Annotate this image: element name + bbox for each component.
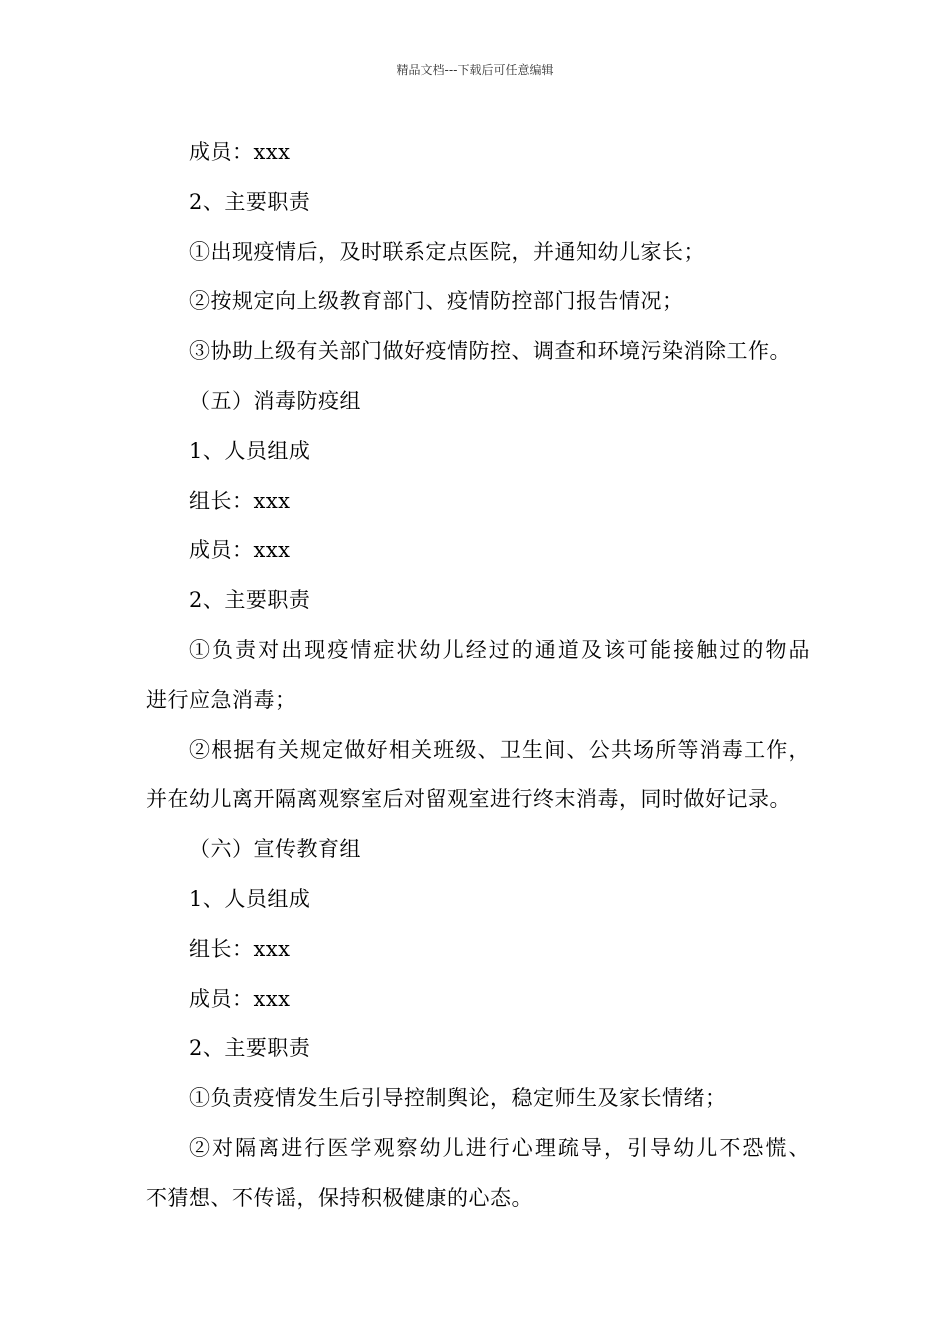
paragraph-line: 并在幼儿离开隔离观察室后对留观室进行终末消毒，同时做好记录。: [146, 787, 791, 812]
paragraph-line: ①负责疫情发生后引导控制舆论，稳定师生及家长情绪；: [189, 1086, 727, 1111]
section-heading: 1、人员组成: [189, 886, 311, 911]
paragraph-line: ③协助上级有关部门做好疫情防控、调查和环境污染消除工作。: [189, 339, 791, 364]
section-heading: 2、主要职责: [189, 1036, 311, 1061]
paragraph-line: 成员：xxx: [189, 140, 291, 164]
paragraph-line: 成员：xxx: [189, 986, 291, 1011]
paragraph-line: ②对隔离进行医学观察幼儿进行心理疏导，引导幼儿不恐慌、: [189, 1135, 810, 1160]
paragraph-line: 进行应急消毒；: [146, 687, 297, 712]
document-body: [146, 128, 810, 1224]
paragraph-line: 组长：xxx: [189, 488, 291, 513]
paragraph-line: ②按规定向上级教育部门、疫情防控部门报告情况；: [189, 289, 684, 314]
paragraph-line: 成员：xxx: [189, 538, 291, 563]
paragraph-line: 组长：xxx: [189, 936, 291, 961]
paragraph-line: 不猜想、不传谣，保持积极健康的心态。: [146, 1185, 533, 1210]
paragraph-line: ①负责对出现疫情症状幼儿经过的通道及该可能接触过的物品: [189, 637, 810, 662]
group-heading: （六）宣传教育组: [189, 837, 361, 862]
group-heading: （五）消毒防疫组: [189, 388, 361, 413]
section-heading: 2、主要职责: [189, 189, 311, 214]
page-header: 精品文档---下载后可任意编辑: [396, 63, 554, 77]
paragraph-line: ②根据有关规定做好相关班级、卫生间、公共场所等消毒工作，: [189, 737, 810, 762]
section-heading: 1、人员组成: [189, 438, 311, 463]
section-heading: 2、主要职责: [189, 588, 311, 613]
paragraph-line: ①出现疫情后，及时联系定点医院，并通知幼儿家长；: [189, 239, 705, 264]
